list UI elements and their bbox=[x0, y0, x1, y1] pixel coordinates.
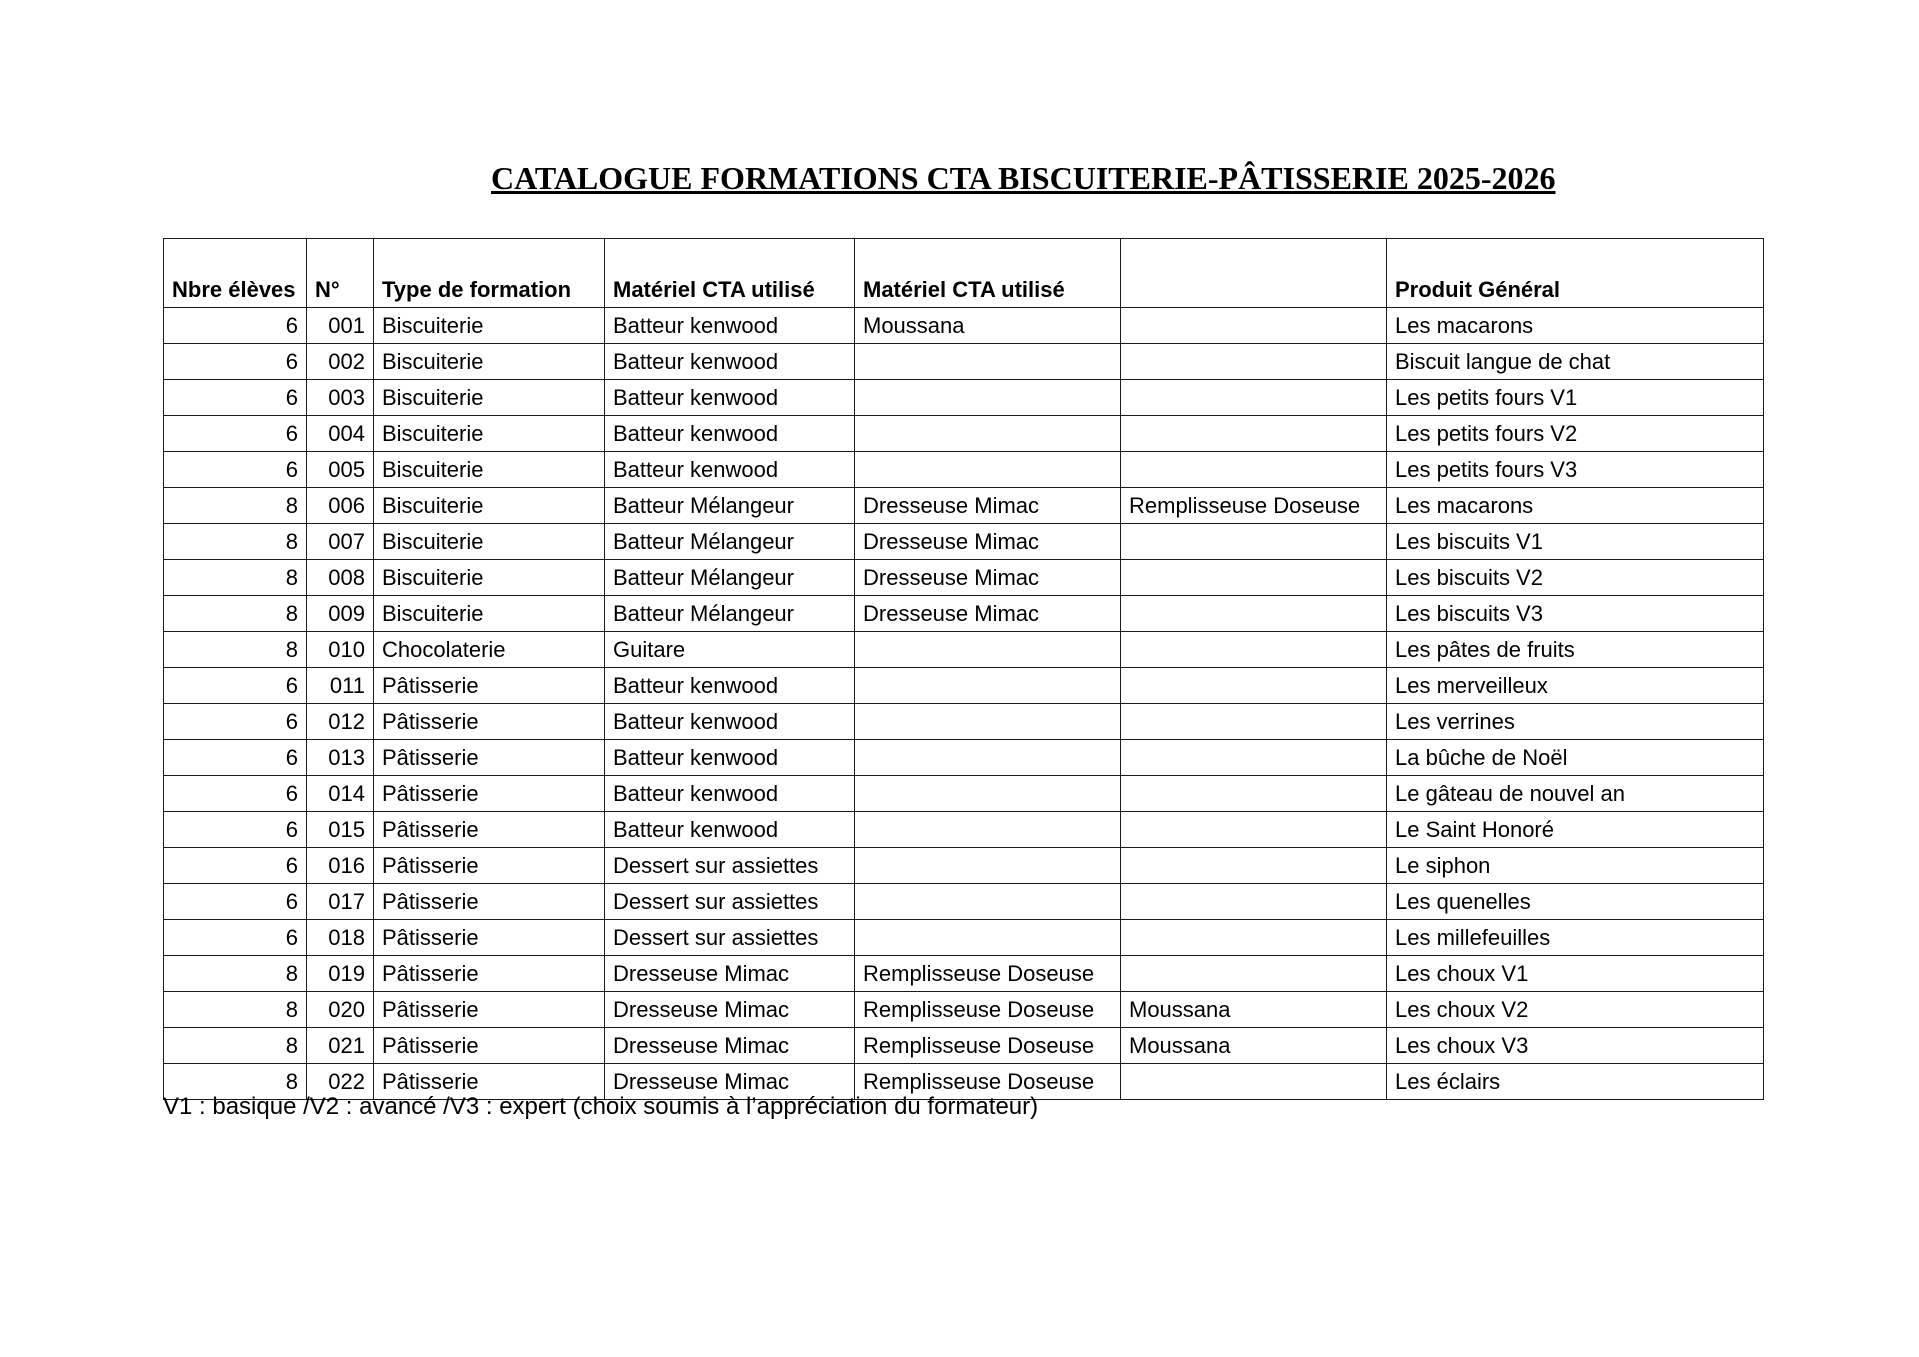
cell-materiel-3 bbox=[1121, 524, 1387, 560]
cell-type-formation: Pâtisserie bbox=[374, 992, 605, 1028]
cell-materiel-1: Batteur kenwood bbox=[605, 380, 855, 416]
header-numero: N° bbox=[307, 239, 374, 308]
cell-materiel-2: Dresseuse Mimac bbox=[855, 524, 1121, 560]
cell-produit-general: Les choux V1 bbox=[1387, 956, 1764, 992]
cell-type-formation: Chocolaterie bbox=[374, 632, 605, 668]
cell-produit-general: Les choux V3 bbox=[1387, 1028, 1764, 1064]
cell-materiel-3: Remplisseuse Doseuse bbox=[1121, 488, 1387, 524]
table-row bbox=[164, 812, 1764, 848]
cell-materiel-3 bbox=[1121, 776, 1387, 812]
cell-materiel-2 bbox=[855, 848, 1121, 884]
cell-numero: 016 bbox=[307, 848, 374, 884]
cell-produit-general: Les petits fours V2 bbox=[1387, 416, 1764, 452]
cell-materiel-2: Remplisseuse Doseuse bbox=[855, 1028, 1121, 1064]
cell-type-formation: Pâtisserie bbox=[374, 1028, 605, 1064]
table-row bbox=[164, 1028, 1764, 1064]
cell-produit-general: Les biscuits V2 bbox=[1387, 560, 1764, 596]
cell-materiel-3 bbox=[1121, 884, 1387, 920]
table-row bbox=[164, 380, 1764, 416]
cell-materiel-1: Batteur kenwood bbox=[605, 812, 855, 848]
cell-nbre-eleves: 6 bbox=[164, 704, 307, 740]
cell-nbre-eleves: 8 bbox=[164, 1028, 307, 1064]
cell-type-formation: Biscuiterie bbox=[374, 452, 605, 488]
table-row bbox=[164, 488, 1764, 524]
cell-materiel-3 bbox=[1121, 632, 1387, 668]
header-type-formation: Type de formation bbox=[374, 239, 605, 308]
cell-type-formation: Pâtisserie bbox=[374, 884, 605, 920]
cell-type-formation: Pâtisserie bbox=[374, 812, 605, 848]
cell-produit-general: Les merveilleux bbox=[1387, 668, 1764, 704]
cell-type-formation: Pâtisserie bbox=[374, 668, 605, 704]
table-row bbox=[164, 344, 1764, 380]
cell-materiel-1: Dresseuse Mimac bbox=[605, 1028, 855, 1064]
cell-nbre-eleves: 8 bbox=[164, 956, 307, 992]
cell-materiel-3 bbox=[1121, 596, 1387, 632]
footnote: V1 : basique /V2 : avancé /V3 : expert (choix soumis à l’appréciation du formateur) bbox=[163, 1093, 1039, 1120]
cell-numero: 019 bbox=[307, 956, 374, 992]
cell-materiel-3 bbox=[1121, 956, 1387, 992]
cell-numero: 006 bbox=[307, 488, 374, 524]
header-nbre-eleves: Nbre élèves bbox=[164, 239, 307, 308]
cell-materiel-2: Dresseuse Mimac bbox=[855, 596, 1121, 632]
cell-materiel-1: Dessert sur assiettes bbox=[605, 848, 855, 884]
table-header bbox=[164, 239, 1764, 308]
cell-nbre-eleves: 6 bbox=[164, 344, 307, 380]
cell-produit-general: Le gâteau de nouvel an bbox=[1387, 776, 1764, 812]
table-row bbox=[164, 776, 1764, 812]
cell-materiel-1: Dresseuse Mimac bbox=[605, 1064, 855, 1100]
cell-materiel-1: Batteur kenwood bbox=[605, 452, 855, 488]
cell-numero: 004 bbox=[307, 416, 374, 452]
table-row bbox=[164, 524, 1764, 560]
cell-numero: 007 bbox=[307, 524, 374, 560]
cell-materiel-1: Batteur kenwood bbox=[605, 740, 855, 776]
cell-materiel-3 bbox=[1121, 704, 1387, 740]
table-row bbox=[164, 632, 1764, 668]
cell-numero: 013 bbox=[307, 740, 374, 776]
cell-numero: 021 bbox=[307, 1028, 374, 1064]
cell-numero: 010 bbox=[307, 632, 374, 668]
cell-produit-general: Les biscuits V1 bbox=[1387, 524, 1764, 560]
table-row bbox=[164, 596, 1764, 632]
table-row bbox=[164, 884, 1764, 920]
cell-numero: 018 bbox=[307, 920, 374, 956]
catalogue-table bbox=[163, 238, 1764, 1100]
cell-produit-general: Le Saint Honoré bbox=[1387, 812, 1764, 848]
header-produit-general: Produit Général bbox=[1387, 239, 1764, 308]
cell-nbre-eleves: 8 bbox=[164, 992, 307, 1028]
cell-nbre-eleves: 6 bbox=[164, 848, 307, 884]
cell-materiel-2 bbox=[855, 740, 1121, 776]
cell-produit-general: Les petits fours V3 bbox=[1387, 452, 1764, 488]
header-row bbox=[164, 239, 1764, 308]
cell-nbre-eleves: 6 bbox=[164, 740, 307, 776]
table-row bbox=[164, 560, 1764, 596]
cell-materiel-2 bbox=[855, 632, 1121, 668]
cell-materiel-2 bbox=[855, 812, 1121, 848]
cell-materiel-2 bbox=[855, 344, 1121, 380]
cell-type-formation: Biscuiterie bbox=[374, 524, 605, 560]
cell-materiel-1: Batteur kenwood bbox=[605, 704, 855, 740]
cell-materiel-3 bbox=[1121, 380, 1387, 416]
cell-materiel-1: Dessert sur assiettes bbox=[605, 920, 855, 956]
table-row bbox=[164, 668, 1764, 704]
cell-produit-general: Les macarons bbox=[1387, 308, 1764, 344]
cell-nbre-eleves: 8 bbox=[164, 1064, 307, 1100]
cell-nbre-eleves: 8 bbox=[164, 488, 307, 524]
cell-numero: 002 bbox=[307, 344, 374, 380]
cell-produit-general: Les pâtes de fruits bbox=[1387, 632, 1764, 668]
cell-materiel-1: Batteur Mélangeur bbox=[605, 488, 855, 524]
cell-materiel-3 bbox=[1121, 344, 1387, 380]
cell-type-formation: Pâtisserie bbox=[374, 704, 605, 740]
cell-materiel-2: Moussana bbox=[855, 308, 1121, 344]
cell-nbre-eleves: 6 bbox=[164, 920, 307, 956]
cell-numero: 015 bbox=[307, 812, 374, 848]
cell-materiel-1: Guitare bbox=[605, 632, 855, 668]
cell-materiel-1: Batteur Mélangeur bbox=[605, 560, 855, 596]
cell-type-formation: Biscuiterie bbox=[374, 416, 605, 452]
table-row bbox=[164, 452, 1764, 488]
cell-materiel-3 bbox=[1121, 308, 1387, 344]
cell-materiel-1: Dresseuse Mimac bbox=[605, 992, 855, 1028]
cell-nbre-eleves: 6 bbox=[164, 416, 307, 452]
cell-type-formation: Biscuiterie bbox=[374, 344, 605, 380]
cell-materiel-2: Remplisseuse Doseuse bbox=[855, 992, 1121, 1028]
cell-materiel-1: Batteur kenwood bbox=[605, 668, 855, 704]
cell-nbre-eleves: 8 bbox=[164, 524, 307, 560]
cell-produit-general: Les éclairs bbox=[1387, 1064, 1764, 1100]
cell-materiel-3 bbox=[1121, 848, 1387, 884]
cell-numero: 022 bbox=[307, 1064, 374, 1100]
header-materiel-2: Matériel CTA utilisé bbox=[855, 239, 1121, 308]
cell-type-formation: Pâtisserie bbox=[374, 956, 605, 992]
table-row bbox=[164, 956, 1764, 992]
cell-materiel-1: Batteur Mélangeur bbox=[605, 524, 855, 560]
cell-materiel-2 bbox=[855, 920, 1121, 956]
cell-materiel-2: Remplisseuse Doseuse bbox=[855, 1064, 1121, 1100]
cell-numero: 008 bbox=[307, 560, 374, 596]
cell-materiel-1: Batteur kenwood bbox=[605, 416, 855, 452]
cell-type-formation: Pâtisserie bbox=[374, 776, 605, 812]
cell-materiel-3 bbox=[1121, 740, 1387, 776]
cell-nbre-eleves: 8 bbox=[164, 632, 307, 668]
cell-materiel-3 bbox=[1121, 416, 1387, 452]
cell-numero: 005 bbox=[307, 452, 374, 488]
table-body bbox=[164, 308, 1764, 1100]
cell-type-formation: Biscuiterie bbox=[374, 596, 605, 632]
cell-nbre-eleves: 6 bbox=[164, 308, 307, 344]
table-row bbox=[164, 308, 1764, 344]
cell-produit-general: Les macarons bbox=[1387, 488, 1764, 524]
cell-materiel-2: Dresseuse Mimac bbox=[855, 560, 1121, 596]
table-row bbox=[164, 920, 1764, 956]
cell-type-formation: Biscuiterie bbox=[374, 488, 605, 524]
table-row bbox=[164, 704, 1764, 740]
cell-type-formation: Biscuiterie bbox=[374, 308, 605, 344]
cell-numero: 009 bbox=[307, 596, 374, 632]
cell-numero: 020 bbox=[307, 992, 374, 1028]
cell-produit-general: Le siphon bbox=[1387, 848, 1764, 884]
cell-type-formation: Pâtisserie bbox=[374, 1064, 605, 1100]
header-materiel-3 bbox=[1121, 239, 1387, 308]
cell-numero: 001 bbox=[307, 308, 374, 344]
cell-materiel-3 bbox=[1121, 560, 1387, 596]
cell-nbre-eleves: 6 bbox=[164, 452, 307, 488]
cell-nbre-eleves: 8 bbox=[164, 560, 307, 596]
cell-materiel-2: Dresseuse Mimac bbox=[855, 488, 1121, 524]
cell-numero: 011 bbox=[307, 668, 374, 704]
cell-nbre-eleves: 6 bbox=[164, 776, 307, 812]
table-row bbox=[164, 848, 1764, 884]
cell-numero: 003 bbox=[307, 380, 374, 416]
cell-produit-general: Les choux V2 bbox=[1387, 992, 1764, 1028]
cell-materiel-1: Batteur kenwood bbox=[605, 776, 855, 812]
cell-type-formation: Pâtisserie bbox=[374, 848, 605, 884]
cell-materiel-3 bbox=[1121, 920, 1387, 956]
cell-type-formation: Biscuiterie bbox=[374, 380, 605, 416]
cell-materiel-3 bbox=[1121, 668, 1387, 704]
cell-materiel-2 bbox=[855, 776, 1121, 812]
cell-materiel-2 bbox=[855, 704, 1121, 740]
cell-materiel-2 bbox=[855, 884, 1121, 920]
cell-materiel-2 bbox=[855, 416, 1121, 452]
page-title: CATALOGUE FORMATIONS CTA BISCUITERIE-PÂTISSERIE 2025-2026 bbox=[491, 160, 1556, 196]
table-row bbox=[164, 416, 1764, 452]
cell-produit-general: Les verrines bbox=[1387, 704, 1764, 740]
cell-materiel-1: Dessert sur assiettes bbox=[605, 884, 855, 920]
cell-numero: 012 bbox=[307, 704, 374, 740]
cell-numero: 017 bbox=[307, 884, 374, 920]
cell-materiel-3 bbox=[1121, 1064, 1387, 1100]
cell-materiel-2: Remplisseuse Doseuse bbox=[855, 956, 1121, 992]
table-row bbox=[164, 740, 1764, 776]
cell-nbre-eleves: 6 bbox=[164, 884, 307, 920]
header-materiel-1: Matériel CTA utilisé bbox=[605, 239, 855, 308]
cell-materiel-1: Batteur Mélangeur bbox=[605, 596, 855, 632]
cell-produit-general: Les quenelles bbox=[1387, 884, 1764, 920]
cell-numero: 014 bbox=[307, 776, 374, 812]
cell-materiel-3 bbox=[1121, 812, 1387, 848]
cell-nbre-eleves: 6 bbox=[164, 668, 307, 704]
cell-materiel-1: Batteur kenwood bbox=[605, 308, 855, 344]
cell-materiel-3 bbox=[1121, 452, 1387, 488]
cell-nbre-eleves: 8 bbox=[164, 596, 307, 632]
cell-type-formation: Biscuiterie bbox=[374, 560, 605, 596]
cell-materiel-2 bbox=[855, 452, 1121, 488]
cell-nbre-eleves: 6 bbox=[164, 812, 307, 848]
cell-produit-general: Biscuit langue de chat bbox=[1387, 344, 1764, 380]
cell-materiel-1: Dresseuse Mimac bbox=[605, 956, 855, 992]
cell-materiel-3: Moussana bbox=[1121, 1028, 1387, 1064]
cell-materiel-1: Batteur kenwood bbox=[605, 344, 855, 380]
cell-materiel-2 bbox=[855, 668, 1121, 704]
cell-produit-general: Les biscuits V3 bbox=[1387, 596, 1764, 632]
cell-materiel-2 bbox=[855, 380, 1121, 416]
cell-materiel-3: Moussana bbox=[1121, 992, 1387, 1028]
cell-produit-general: Les petits fours V1 bbox=[1387, 380, 1764, 416]
cell-type-formation: Pâtisserie bbox=[374, 920, 605, 956]
cell-type-formation: Pâtisserie bbox=[374, 740, 605, 776]
cell-nbre-eleves: 6 bbox=[164, 380, 307, 416]
cell-produit-general: Les millefeuilles bbox=[1387, 920, 1764, 956]
cell-produit-general: La bûche de Noël bbox=[1387, 740, 1764, 776]
table-row bbox=[164, 992, 1764, 1028]
